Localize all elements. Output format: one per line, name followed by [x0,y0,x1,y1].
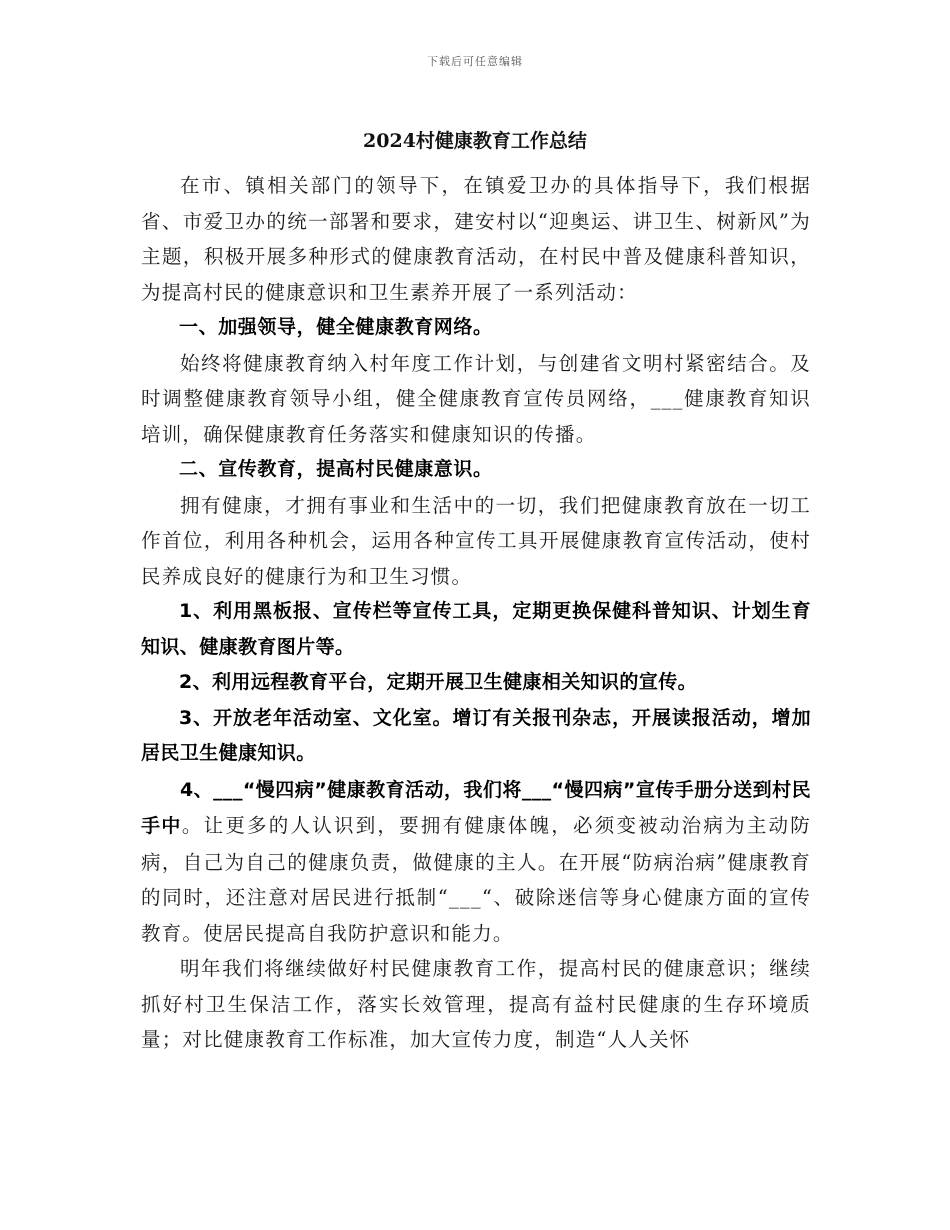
document-body [141,168,811,1058]
closing-paragraph: 明年我们将继续做好村民健康教育工作，提高村民的健康意识；继续抓好村卫生保洁工作，落实长效管理，提高有益村民健康的生存环境质量；对比健康教育工作标准，加大宣传力度，制造“人人关怀 [141,957,811,1051]
list-item-2: 2、利用远程教育平台，定期开展卫生健康相关知识的宣传。 [179,671,698,693]
section-heading-2: 二、宣传教育，提高村民健康意识。 [179,458,493,480]
list-item-4-bold-lead: 4、___“慢四病”健康教育活动，我们将___“慢四病”宣传手册分送到村民手中 [141,778,811,837]
section-heading-1: 一、加强领导，健全健康教育网络。 [179,316,493,338]
section-1-paragraph: 始终将健康教育纳入村年度工作计划，与创建省文明村紧密结合。及时调整健康教育领导小组，健全健康教育宣传员网络，___健康教育知识培训，确保健康教育任务落实和健康知识的传播。 [141,351,811,446]
document-title: 2024村健康教育工作总结 [363,130,587,152]
section-2-paragraph: 拥有健康，才拥有事业和生活中的一切，我们把健康教育放在一切工作首位，利用各种机会，运用各种宣传工具开展健康教育宣传活动，使村民养成良好的健康行为和卫生习惯。 [141,493,811,588]
header-note: 下载后可任意编辑 [427,55,523,68]
list-item-4-continuation: 。让更多的人认识到，要拥有健康体魄，必须变被动治病为主动防病，自己为自己的健康负责，做健康的主人。在开展“防病治病”健康教育的同时，还注意对居民进行抵制“___“、破除迷信等身心健康方面的宣传教育。使居民提高自我防护意识和能力。 [141,814,811,945]
list-item-3: 3、开放老年活动室、文化室。增订有关报刊杂志，开展读报活动，增加居民卫生健康知识。 [141,706,811,764]
list-item-1: 1、利用黑板报、宣传栏等宣传工具，定期更换保健科普知识、计划生育知识、健康教育图片等。 [141,600,811,658]
intro-paragraph: 在市、镇相关部门的领导下，在镇爱卫办的具体指导下，我们根据省、市爱卫办的统一部署和要求，建安村以“迎奥运、讲卫生、树新风”为主题，积极开展多种形式的健康教育活动，在村民中普及健康科普知识，为提高村民的健康意识和卫生素养开展了一系列活动： [141,174,811,304]
list-item-4 [141,772,811,952]
